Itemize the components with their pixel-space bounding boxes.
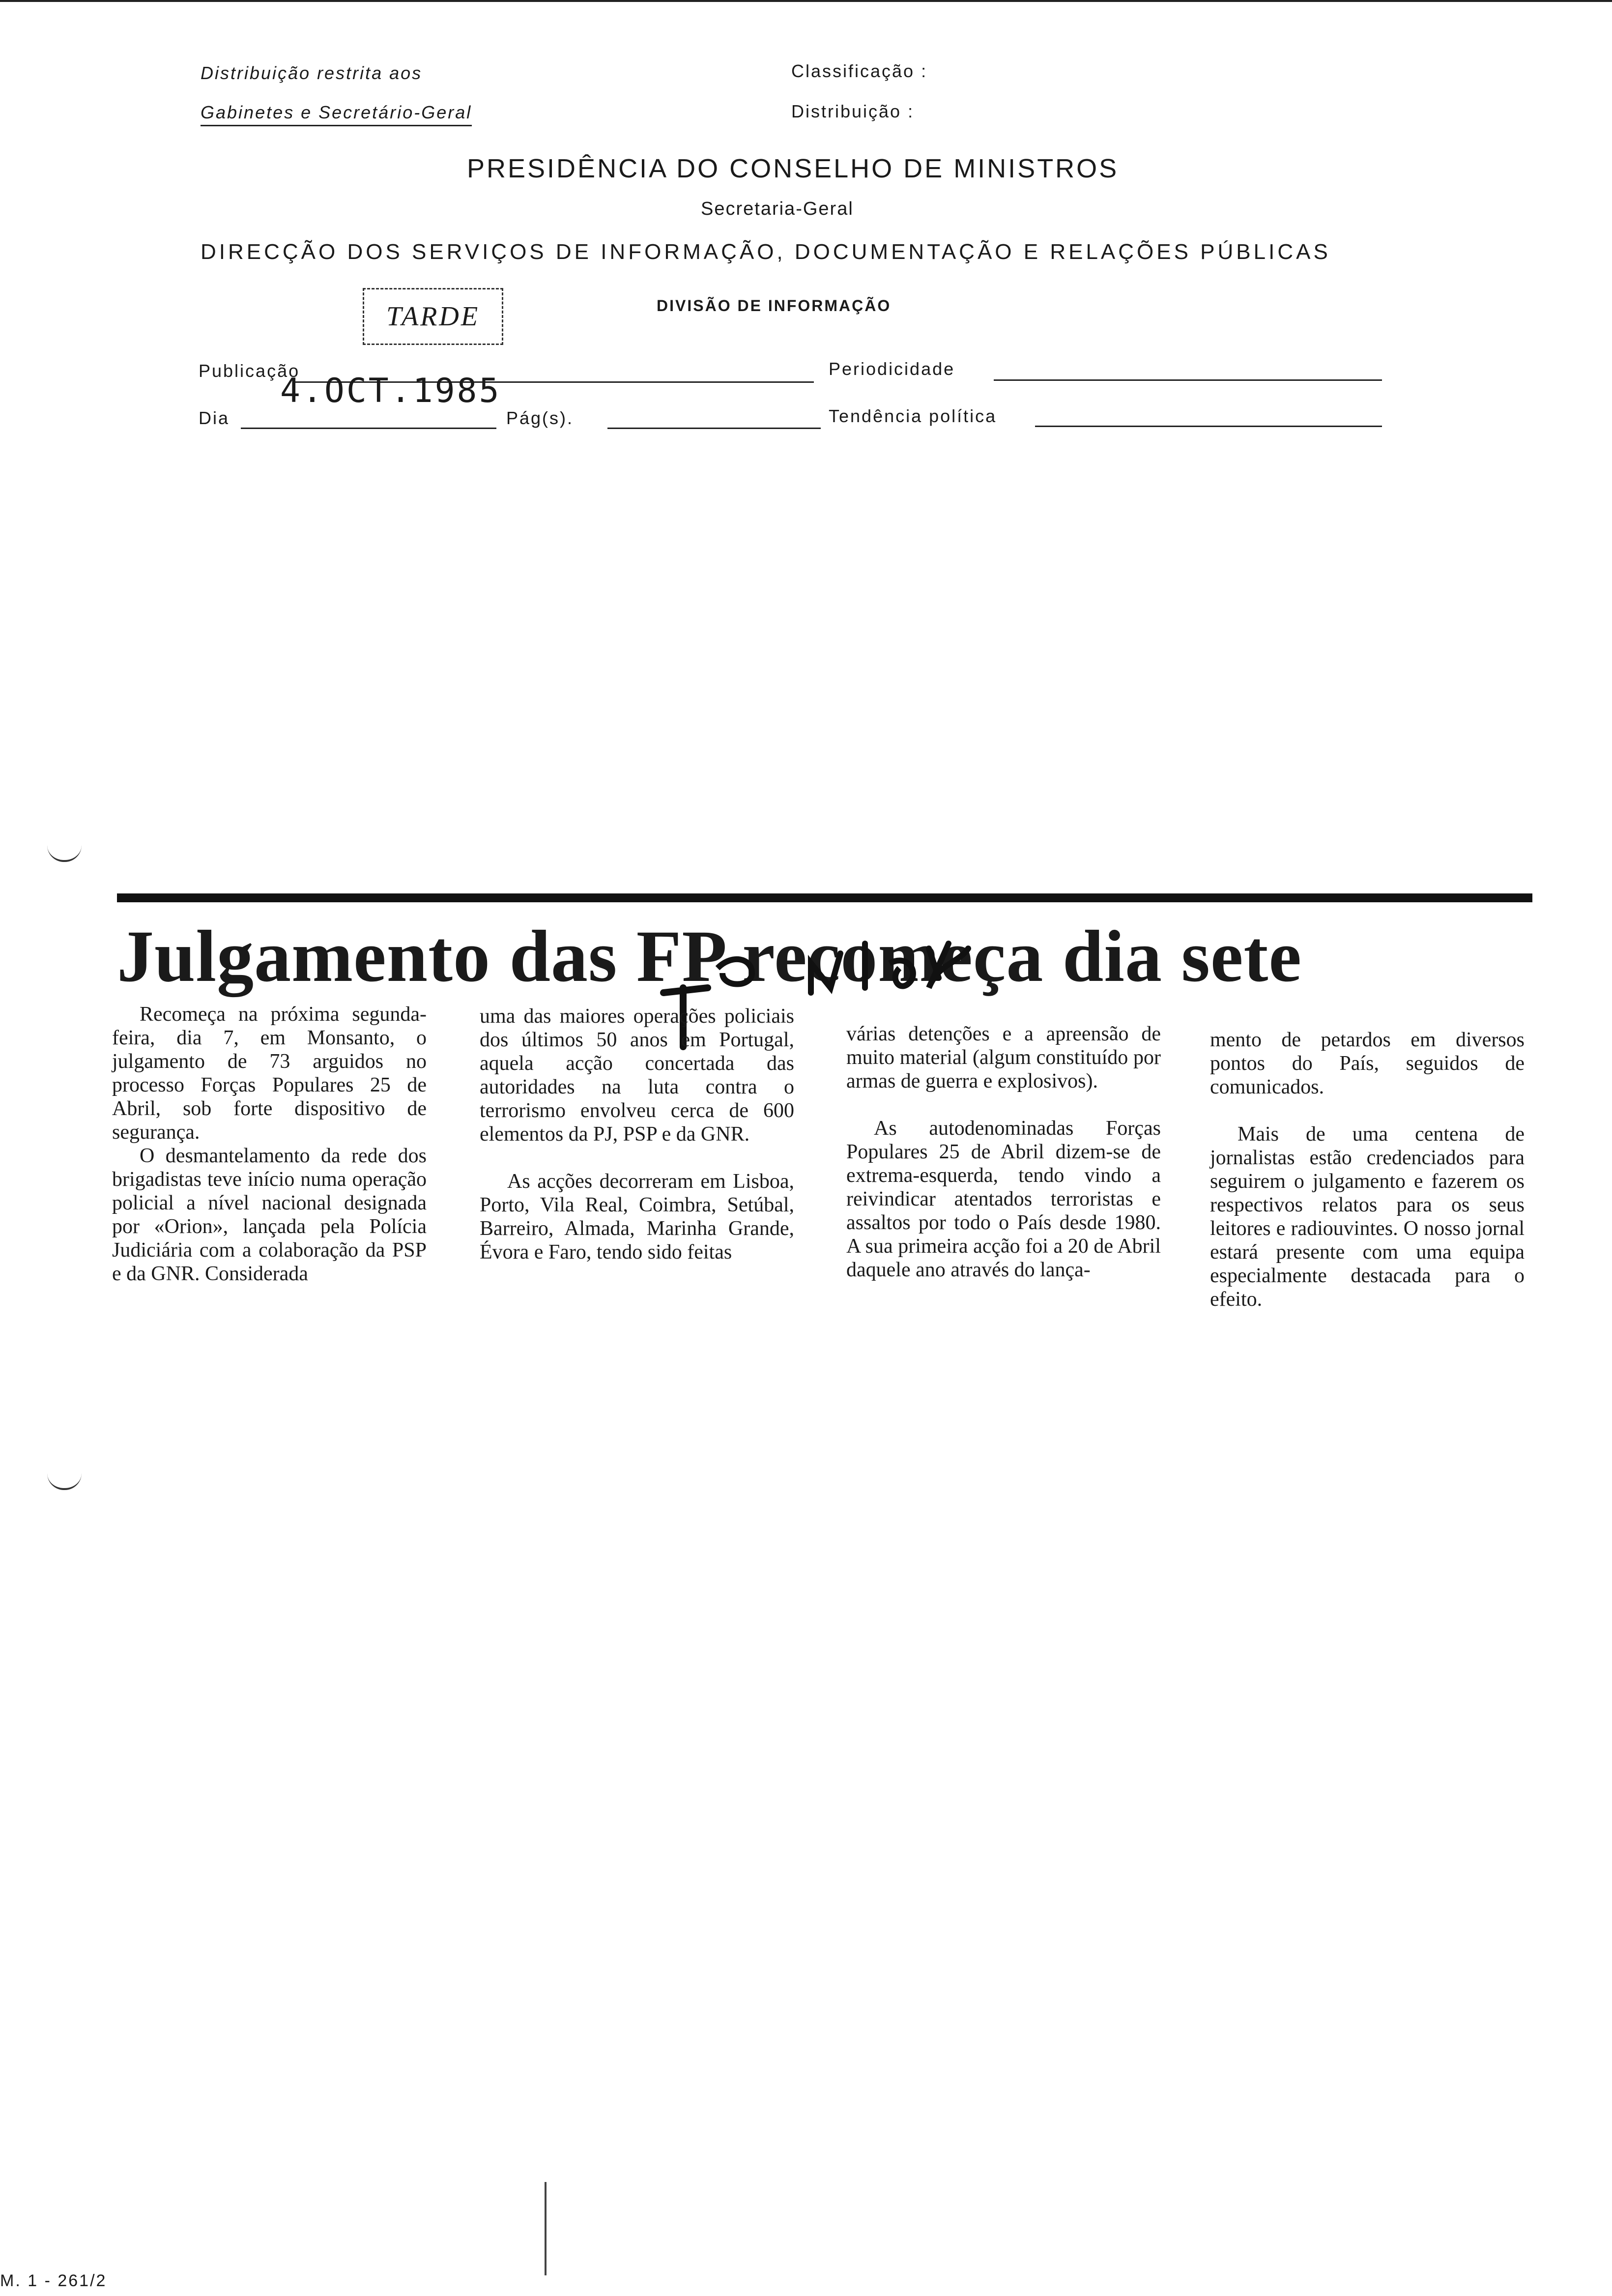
article-column-4: [1210, 1028, 1525, 1311]
article-column-3: [846, 1022, 1161, 1282]
article-column-2: [480, 1004, 794, 1264]
periodicity-field-line: [994, 379, 1382, 381]
pages-label: Pág(s).: [506, 408, 574, 428]
stamp-tarde: [363, 288, 503, 345]
form-code: M. 1 - 261/2: [0, 2271, 107, 2290]
margin-mark-bottom: [47, 1473, 82, 1490]
article-paragraph: uma das maiores operações policiais dos últimos 50 anos em Portugal, aquela acção concertada das autoridades na luta contra o terrorismo envolveu cerca de 600 elementos da PJ, PSP e da GNR.: [480, 1005, 794, 1146]
article-paragraph: Recomeça na próxima segunda-feira, dia 7, em Monsanto, o julgamento de 73 arguidos no processo Forças Populares 25 de Abril, sob forte dispositivo de segurança.: [112, 1003, 427, 1144]
periodicity-label: Periodicidade: [829, 359, 955, 379]
article-headline: Julgamento das FP recomeça dia sete: [117, 916, 1302, 997]
restricted-distribution-line2: Gabinetes e Secretário-Geral: [201, 102, 472, 126]
political-tendency-field-line: [1035, 426, 1382, 427]
day-label: Dia: [199, 408, 230, 428]
date-stamp: 4.OCT.1985: [280, 372, 501, 410]
article-top-rule: [117, 893, 1532, 902]
political-tendency-label: Tendência política: [829, 406, 997, 426]
article-paragraph: mento de petardos em diversos pontos do País, seguidos de comunicados.: [1210, 1029, 1525, 1098]
article-paragraph: As acções decorreram em Lisboa, Porto, Vila Real, Coimbra, Setúbal, Barreiro, Almada, Marinha Grande, Évora e Faro, tendo sido feitas: [480, 1170, 794, 1263]
restricted-distribution-line1: Distribuição restrita aos: [201, 63, 423, 83]
pages-field-line: [607, 428, 821, 429]
department-heading: DIRECÇÃO DOS SERVIÇOS DE INFORMAÇÃO, DOCUMENTAÇÃO E RELAÇÕES PÚBLICAS: [201, 240, 1331, 264]
article-column-1: [112, 1003, 427, 1286]
margin-mark-top: [47, 845, 82, 862]
stamp-text: TARDE: [386, 301, 480, 332]
day-field-line: [241, 428, 496, 429]
article-paragraph: O desmantelamento da rede dos brigadistas teve início numa operação policial a nível nacional designada por «Orion», lançada pela Polícia Judiciária com a colaboração da PSP e da GNR. Considerada: [112, 1145, 427, 1285]
binding-mark: [545, 2182, 547, 2275]
distribution-label: Distribuição :: [791, 101, 915, 121]
page-subtitle: Secretaria-Geral: [701, 199, 854, 219]
top-border: [0, 0, 1612, 2]
classification-label: Classificação :: [791, 61, 928, 81]
article-paragraph: As autodenominadas Forças Populares 25 de Abril dizem-se de extrema-esquerda, tendo vindo a reivindicar atentados terroristas e assaltos por todo o País desde 1980. A sua primeira acção foi a 20 de Abril daquele ano através do lança-: [846, 1117, 1161, 1281]
article-paragraph: Mais de uma centena de jornalistas estão credenciados para seguirem o julgamento e fazerem os respectivos relatos para os seus leitores e radiouvintes. O nosso jornal estará presente com uma equipa especialmente destacada para o efeito.: [1210, 1123, 1525, 1311]
article-paragraph: várias detenções e a apreensão de muito material (algum constituído por armas de guerra e explosivos).: [846, 1023, 1161, 1092]
division-heading: DIVISÃO DE INFORMAÇÃO: [657, 297, 892, 315]
publication-label: Publicação: [199, 361, 300, 381]
page-title: PRESIDÊNCIA DO CONSELHO DE MINISTROS: [467, 154, 1119, 183]
